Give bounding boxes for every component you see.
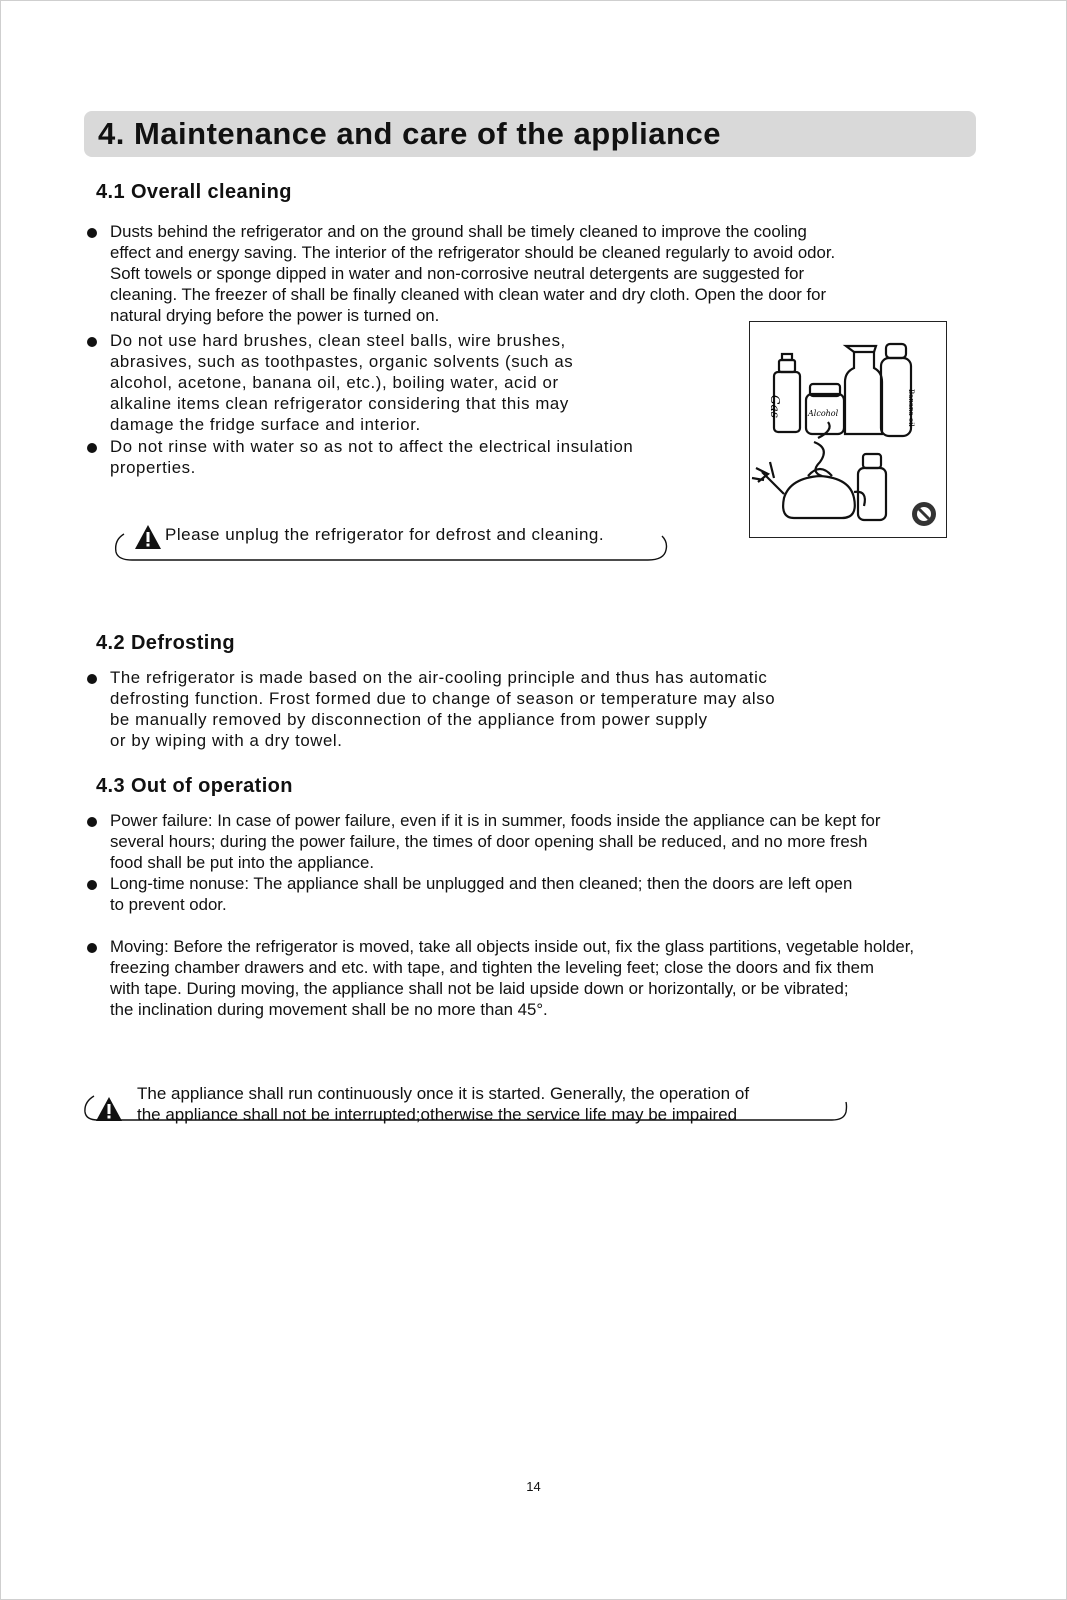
- gas-label: Gas: [768, 395, 782, 418]
- bullet-text: The refrigerator is made based on the air-cooling principle and thus has automatic defrosting function. Frost formed due to change of season or temperature may also be manually removed by disconnection of the appliance from power supply or by wiping with a dry towel.: [110, 668, 776, 750]
- bullet-dot-icon: [87, 880, 97, 890]
- warning-triangle-icon: [95, 1096, 123, 1122]
- bullet-text: Moving: Before the refrigerator is moved, take all objects inside out, fix the glass partitions, vegetable holder, freezing chamber drawers and etc. with tape, and tighten the leveling feet; close the doors and fix them with tape. During moving, the appliance shall not be laid upside down or horizontally, or be vibrated; the inclination during movement shall be no more than 45°.: [110, 937, 915, 1019]
- warning-unplug-text: Please unplug the refrigerator for defrost and cleaning.: [165, 525, 605, 544]
- title-bar: [84, 111, 976, 157]
- bullet-text: Long-time nonuse: The appliance shall be unplugged and then cleaned; then the doors are left open to prevent odor.: [110, 874, 853, 914]
- cleaners-drawing: [750, 322, 945, 536]
- section-heading-defrosting: 4.2 Defrosting: [96, 632, 235, 654]
- bullet-text: Power failure: In case of power failure, even if it is in summer, foods inside the appliance can be kept for several hours; during the power failure, the times of door opening shall be reduced, and no more fresh food shall be put into the appliance.: [110, 811, 881, 872]
- page-title: 4. Maintenance and care of the appliance: [98, 116, 721, 151]
- bullet-dot-icon: [87, 443, 97, 453]
- alcohol-label: Alcohol: [808, 409, 839, 418]
- banana-oil-label: Banana oil: [907, 389, 915, 427]
- bullet-dot-icon: [87, 817, 97, 827]
- section-heading-out-of-operation: 4.3 Out of operation: [96, 775, 293, 797]
- page-number: 14: [526, 1479, 541, 1494]
- prohibited-icon: [912, 502, 936, 526]
- warning-triangle-icon: [134, 524, 162, 550]
- bullet-dot-icon: [87, 228, 97, 238]
- bullet-dot-icon: [87, 337, 97, 347]
- bullet-text: Do not use hard brushes, clean steel balls, wire brushes, abrasives, such as toothpastes, organic solvents (such as alcohol, acetone, banana oil, etc.), boiling water, acid or alkaline items clean refrigerator considering that this may damage the fridge surface and interior.: [110, 331, 574, 434]
- bullet-text: Do not rinse with water so as not to affect the electrical insulation properties.: [110, 437, 634, 477]
- bullet-dot-icon: [87, 674, 97, 684]
- warning-continuous-operation-text: The appliance shall run continuously once it is started. Generally, the operation of the appliance shall not be interrupted;otherwise the service life may be impaired: [137, 1084, 750, 1124]
- prohibited-cleaners-illustration: [749, 321, 947, 538]
- section-heading-overall-cleaning: 4.1 Overall cleaning: [96, 181, 292, 203]
- bullet-dot-icon: [87, 943, 97, 953]
- bullet-text: Dusts behind the refrigerator and on the ground shall be timely cleaned to improve the cooling effect and energy saving. The interior of the refrigerator should be cleaned regularly to avoid odor. Soft towels or sponge dipped in water and non-corrosive neutral detergents are suggested for cleaning. The freezer of shall be finally cleaned with clean water and dry cloth. Open the door for natural drying before the power is turned on.: [110, 222, 836, 325]
